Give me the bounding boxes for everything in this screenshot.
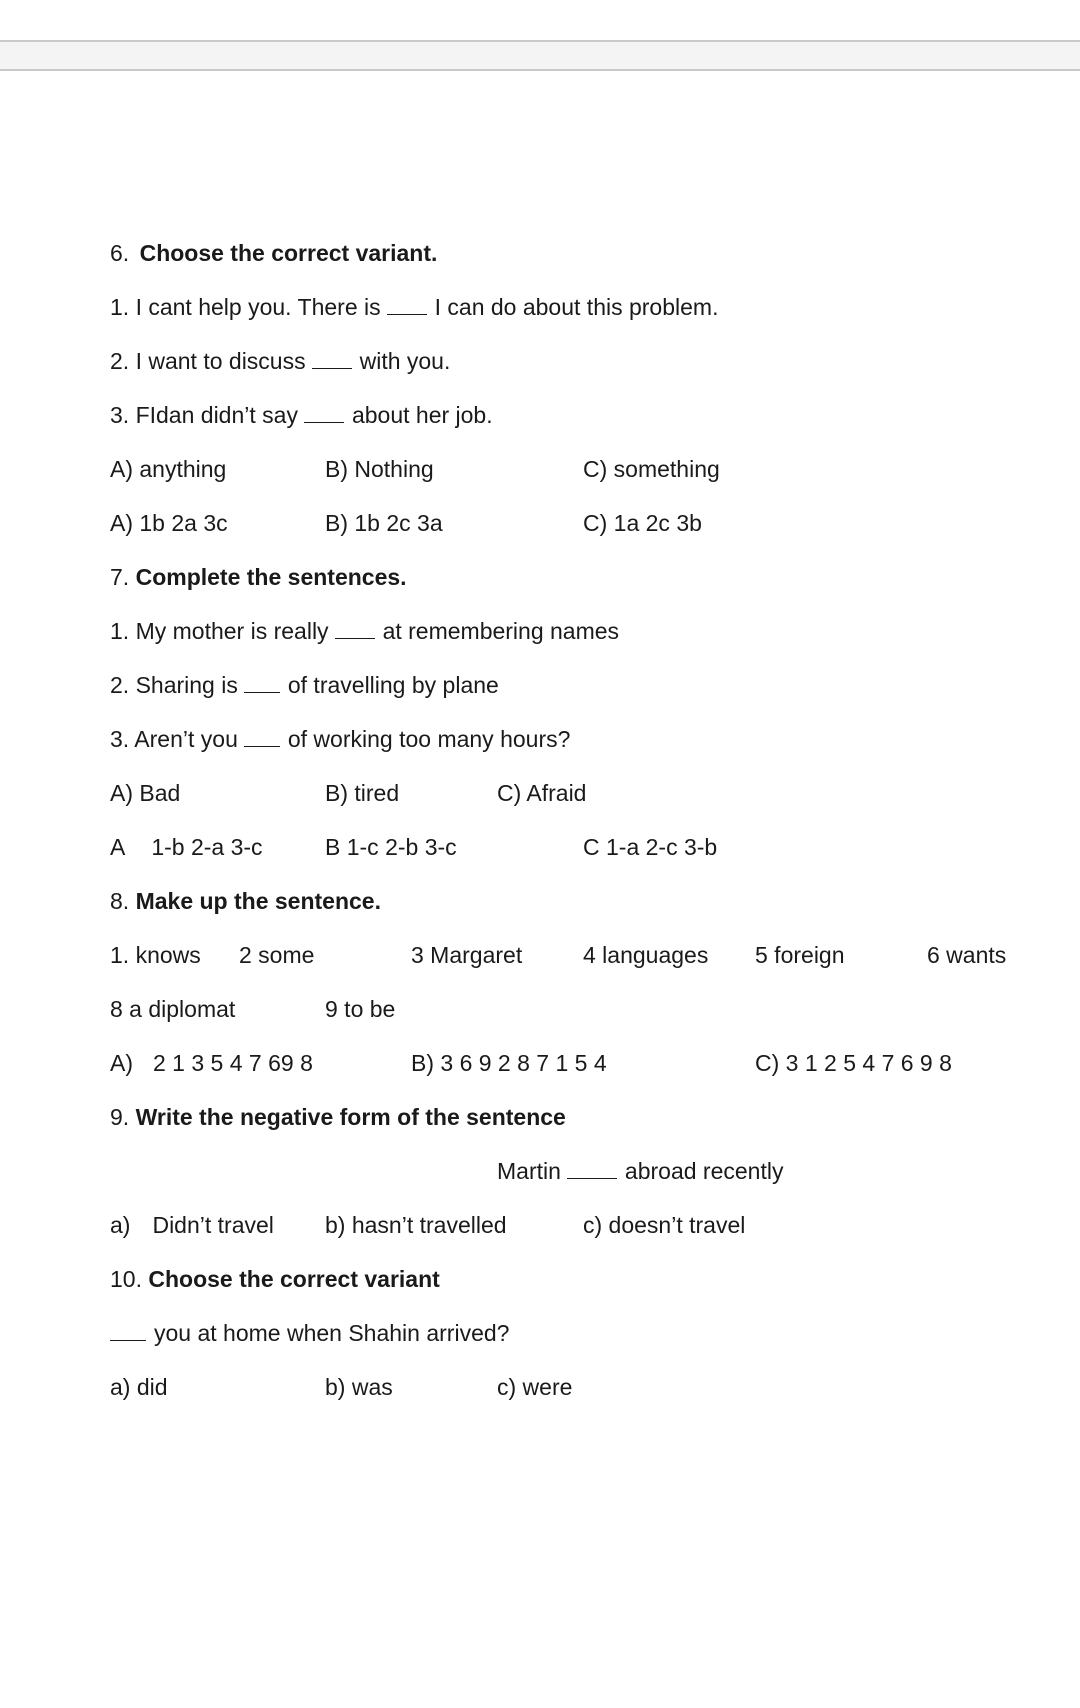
q7-answer-c: C 1-a 2-c 3-b bbox=[583, 834, 718, 860]
q9-heading bbox=[110, 1102, 566, 1132]
q6-option-c: C) something bbox=[583, 456, 720, 482]
q10-s-post: you at home when Shahin arrived? bbox=[154, 1320, 510, 1346]
q6-s3-post: about her job. bbox=[351, 402, 493, 428]
q7-answer-b: B 1-c 2-b 3-c bbox=[325, 834, 457, 860]
q7-s1-pre: 1. My mother is really bbox=[110, 618, 329, 644]
q8-word-4: 4 languages bbox=[583, 942, 709, 968]
q9-option-c: c) doesn’t travel bbox=[583, 1212, 746, 1238]
q9-option-b: b) hasn’t travelled bbox=[325, 1212, 507, 1238]
q6-sentence-2 bbox=[110, 346, 450, 376]
blank bbox=[110, 1320, 146, 1341]
q6-option-a: A) anything bbox=[110, 456, 227, 482]
q6-s1-post: I can do about this problem. bbox=[434, 294, 719, 320]
q7-answer-a bbox=[110, 832, 263, 862]
q6-answer-c: C) 1a 2c 3b bbox=[583, 510, 702, 536]
q9-sentence bbox=[497, 1156, 783, 1186]
blank bbox=[244, 672, 280, 693]
q9-option-a-text: Didn’t travel bbox=[152, 1212, 274, 1238]
q7-number: 7. bbox=[110, 564, 130, 590]
q8-word-5: 5 foreign bbox=[755, 942, 845, 968]
blank bbox=[567, 1158, 617, 1179]
blank bbox=[304, 402, 344, 423]
q10-title: Choose the correct variant bbox=[148, 1266, 440, 1292]
q8-answer-a-text: 2 1 3 5 4 7 69 8 bbox=[153, 1050, 313, 1076]
q6-heading bbox=[110, 238, 437, 268]
q7-s2-pre: 2. Sharing is bbox=[110, 672, 238, 698]
q7-s1-post: at remembering names bbox=[382, 618, 620, 644]
q9-s-pre: Martin bbox=[497, 1158, 561, 1184]
q8-answer-b: B) 3 6 9 2 8 7 1 5 4 bbox=[411, 1050, 607, 1076]
q8-word-3: 3 Margaret bbox=[411, 942, 523, 968]
q7-answer-a-letter: A bbox=[110, 834, 126, 860]
q7-option-a: A) Bad bbox=[110, 780, 181, 806]
q6-sentence-1 bbox=[110, 292, 718, 322]
q10-heading bbox=[110, 1264, 440, 1294]
q6-s2-post: with you. bbox=[359, 348, 451, 374]
q7-s3-pre: 3. Aren’t you bbox=[110, 726, 238, 752]
q6-s1-pre: 1. I cant help you. There is bbox=[110, 294, 381, 320]
q6-option-b: B) Nothing bbox=[325, 456, 434, 482]
q10-option-b: b) was bbox=[325, 1374, 393, 1400]
q8-word-1: 1. knows bbox=[110, 942, 201, 968]
q6-s3-pre: 3. FIdan didn’t say bbox=[110, 402, 298, 428]
q10-option-a: a) did bbox=[110, 1374, 168, 1400]
q10-sentence bbox=[110, 1318, 509, 1348]
q8-word-8: 8 a diplomat bbox=[110, 996, 236, 1022]
q7-sentence-3 bbox=[110, 724, 570, 754]
browser-toolbar bbox=[0, 40, 1080, 71]
blank bbox=[335, 618, 375, 639]
q6-answer-a: A) 1b 2a 3c bbox=[110, 510, 228, 536]
q8-word-2: 2 some bbox=[239, 942, 315, 968]
q8-answer-a bbox=[110, 1048, 313, 1078]
q7-option-b: B) tired bbox=[325, 780, 400, 806]
q6-number: 6. bbox=[110, 240, 130, 266]
q8-number: 8. bbox=[110, 888, 130, 914]
q6-sentence-3 bbox=[110, 400, 493, 430]
blank bbox=[244, 726, 280, 747]
q7-sentence-1 bbox=[110, 616, 619, 646]
q7-option-c: C) Afraid bbox=[497, 780, 587, 806]
q9-option-a-letter: a) bbox=[110, 1212, 131, 1238]
q9-s-post: abroad recently bbox=[624, 1158, 784, 1184]
q9-number: 9. bbox=[110, 1104, 130, 1130]
q9-title: Write the negative form of the sentence bbox=[135, 1104, 566, 1130]
q8-heading bbox=[110, 886, 381, 916]
q7-title: Complete the sentences. bbox=[135, 564, 407, 590]
q8-word-6: 6 wants bbox=[927, 942, 1007, 968]
q10-option-c: c) were bbox=[497, 1374, 573, 1400]
q8-word-9: 9 to be bbox=[325, 996, 396, 1022]
blank bbox=[312, 348, 352, 369]
q6-title: Choose the correct variant. bbox=[139, 240, 438, 266]
q6-answer-b: B) 1b 2c 3a bbox=[325, 510, 443, 536]
q8-answer-a-letter: A) bbox=[110, 1050, 133, 1076]
blank bbox=[387, 294, 427, 315]
q9-option-a bbox=[110, 1210, 274, 1240]
q7-answer-a-text: 1-b 2-a 3-c bbox=[151, 834, 263, 860]
q8-answer-c: C) 3 1 2 5 4 7 6 9 8 bbox=[755, 1050, 952, 1076]
q7-heading bbox=[110, 562, 407, 592]
q7-s2-post: of travelling by plane bbox=[287, 672, 499, 698]
q10-number: 10. bbox=[110, 1266, 142, 1292]
q8-title: Make up the sentence. bbox=[135, 888, 381, 914]
q7-s3-post: of working too many hours? bbox=[287, 726, 571, 752]
q6-s2-pre: 2. I want to discuss bbox=[110, 348, 306, 374]
q7-sentence-2 bbox=[110, 670, 499, 700]
